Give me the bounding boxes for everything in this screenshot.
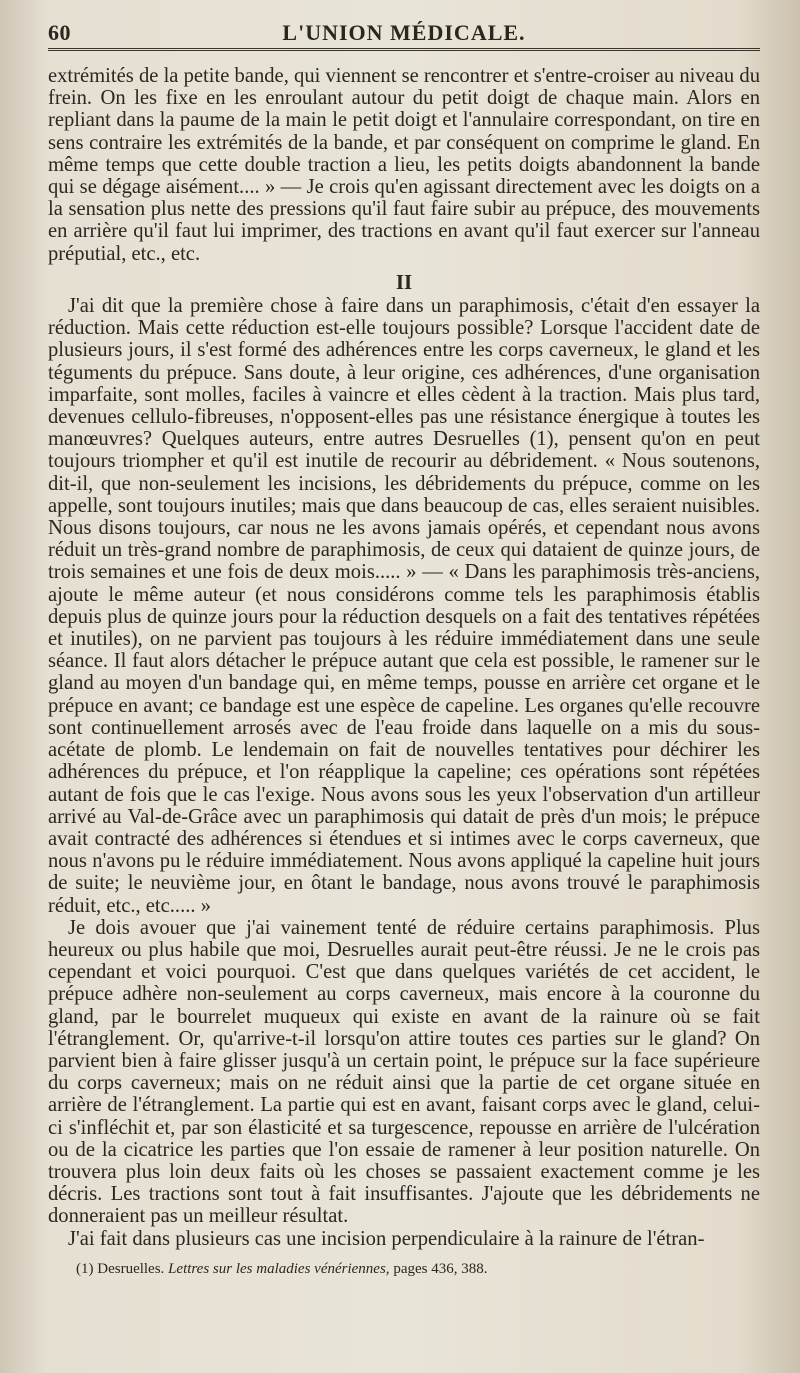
paragraph: J'ai dit que la première chose à faire dans un paraphimosis, c'était d'en essayer la réduction. Mais cette réduction est-elle toujours possible? Lorsque l'accident date de plusieurs jours, il s'est formé des adhérences entre les corps caverneux, le gland et les téguments du prépuce. Sans doute, à leur origine, ces adhérences, d'une organisation imparfaite, sont molles, faciles à vaincre et elles cèdent à la traction. Mais plus tard, devenues cellulo-fibreuses, n'opposent-elles pas une résistance énergique à toutes les manœuvres? Quelques auteurs, entre autres Desruelles (1), pensent qu'on en peut toujours triompher et qu'il est inutile de recourir au débridement. « Nous soutenons, dit-il, que non-seulement les incisions, les débridements du prépuce, comme on les appelle, sont toujours inutiles; mais que dans beaucoup de cas, elles seraient nuisibles. Nous disons toujours, car nous ne les avons jamais opérés, et cependant nous avons réduit un très-grand nombre de paraphimosis, de ceux qui dataient de quinze jours, de trois semaines et une fois de deux mois..... » — « Dans les paraphimosis très-anciens, ajoute le même auteur (et nous considérons comme tels les paraphimosis établis depuis plus de quinze jours pour la réduction desquels on a fait des tentatives répétées et inutiles), on ne parvient pas toujours à les réduire immédiatement dans une seule séance. Il faut alors détacher le prépuce autant que cela est possible, le ramener sur le gland au moyen d'un bandage qui, en même temps, pousse en arrière cet organe et le prépuce en avant; ce bandage est une espèce de capeline. Les organes qu'elle recouvre sont continuellement arrosés avec de l'eau froide dans laquelle on a mis du sous-acétate de plomb. Le lendemain on fait de nouvelles tentatives pour déchirer les adhérences du prépuce, et l'on réapplique la capeline; ces opérations sont répétées autant de fois que le cas l'exige. Nous avons sous les yeux l'observation d'un artilleur arrivé au Val-de-Grâce avec un paraphimosis qui datait de près d'un mois; le prépuce avait contracté des adhérences si étendues et si intimes avec le corps caverneux, que nous n'avons pu le réduire immédiatement. Nous avons appliqué la capeline huit jours de suite; le neuvième jour, en ôtant le bandage, nous avons trouvé le paraphimosis réduit, etc., etc..... » (48, 295, 760, 917)
footnote (48, 1260, 760, 1278)
footnote-title: Lettres sur les maladies vénériennes, (168, 1260, 390, 1277)
footnote-marker: (1) Desruelles. (76, 1260, 165, 1277)
page-number: 60 (48, 20, 71, 45)
paragraph: Je dois avouer que j'ai vainement tenté de réduire certains paraphimosis. Plus heureux ou plus habile que moi, Desruelles aurait peut-être réussi. Je ne le crois pas cependant et voici pourquoi. C'est que dans quelques variétés de cet accident, le prépuce adhère non-seulement au corps caverneux, mais encore à la couronne du gland, par le bourrelet muqueux qui existe en avant de la rainure où se fait l'étranglement. Or, qu'arrive-t-il lorsqu'on attire toutes ces parties sur le gland? On parvient bien à faire glisser jusqu'à un certain point, le prépuce sur la face supérieure du corps caverneux; mais on ne réduit ainsi que la partie de cet organe située en arrière de l'étranglement. La partie qui est en avant, faisant corps avec le gland, celui-ci s'infléchit et, par son élasticité et sa turgescence, repousse en arrière de l'ulcération ou de la cicatrice les parties que l'on essaie de ramener à leur position naturelle. On trouvera plus loin deux faits où les choses se passaient exactement comme je les décris. Les tractions sont tout à fait insuffisantes. J'ajoute que les débridements ne donneraient pas un meilleur résultat. (48, 916, 760, 1228)
paragraph: J'ai fait dans plusieurs cas une incision perpendiculaire à la rainure de l'étran- (68, 1227, 705, 1250)
paragraph-continued: extrémités de la petite bande, qui viennent se rencontrer et s'entre-croiser au niveau du frein. On les fixe en les enroulant autour du petit doigt de chaque main. Alors en repliant dans la paume de la main le petit doigt et l'annulaire correspondant, on tire en sens contraire les extrémités de la bande, et par conséquent on comprime le gland. En même temps que cette double traction a lieu, les petits doigts abandonnent la bande qui se dégage aisément.... » — Je crois qu'en agissant directement avec les doigts on a la sensation plus nette des pressions qu'il faut faire subir au prépuce, des mouvements en arrière qu'il faut lui imprimer, des tractions en avant qu'il faut exercer sur l'anneau préputial, etc., etc. (48, 65, 760, 265)
footnote-pages: pages 436, 388. (393, 1260, 488, 1277)
body-text (48, 65, 760, 1250)
section-heading: II (395, 269, 413, 294)
running-title: L'UNION MÉDICALE. (282, 20, 526, 45)
page-header (48, 14, 760, 51)
